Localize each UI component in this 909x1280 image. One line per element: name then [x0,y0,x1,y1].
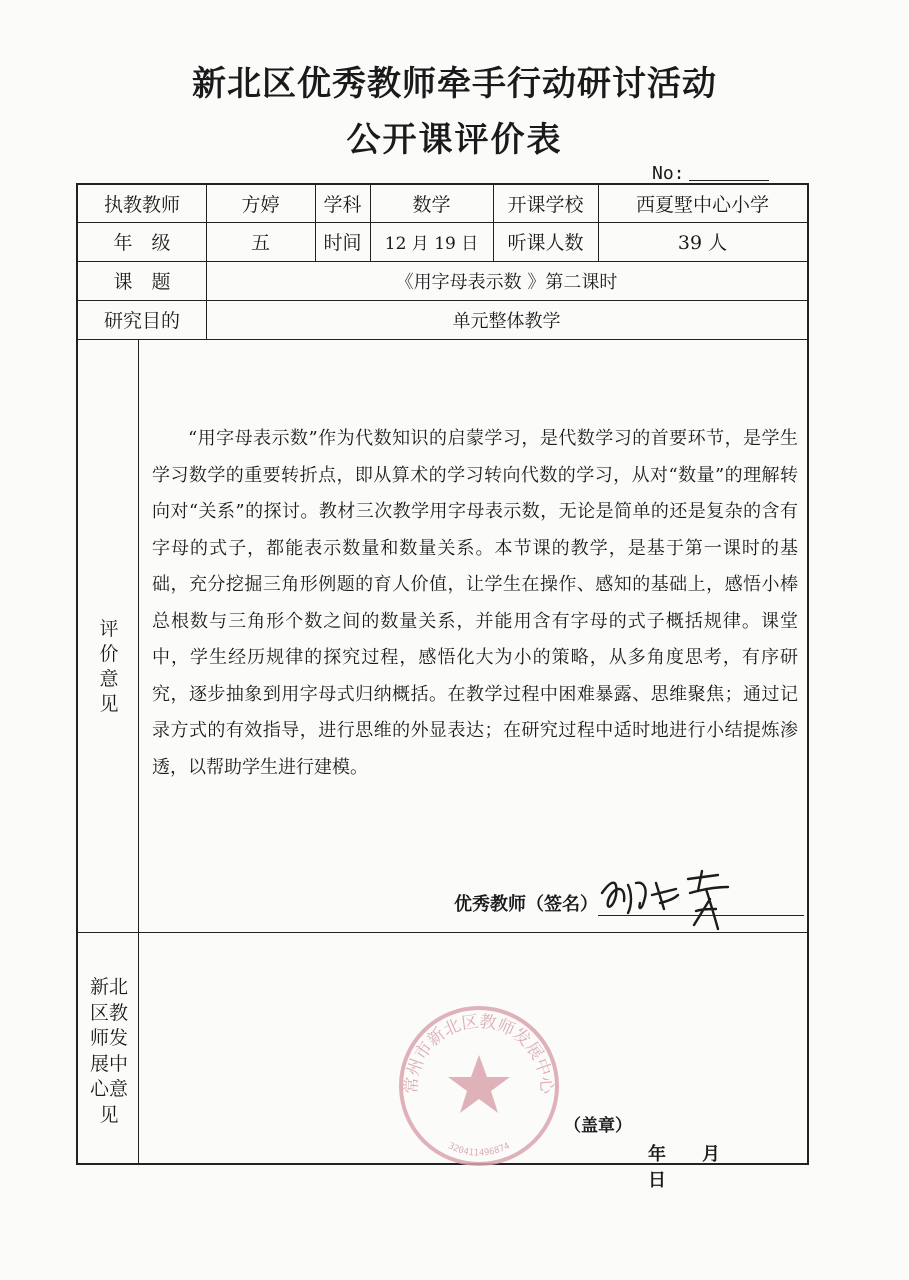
signature-label: 优秀教师（签名） [454,894,598,915]
teacher-label: 执教教师 [103,194,180,216]
signature-line [598,915,804,916]
form-title: 新北区优秀教师牵手行动研讨活动 [192,64,717,104]
grade-value: 五 [250,232,270,254]
handwritten-signature [598,865,798,959]
purpose-value: 单元整体教学 [452,310,561,332]
col-divider [138,339,139,1163]
evaluation-table [76,183,809,1191]
subject-value: 数学 [412,194,451,216]
listeners-value: 39 人 [677,232,728,254]
evaluation-label: 评价意见 [99,618,119,715]
time-value: 12 月 19 日 [384,234,479,254]
listeners-label: 听课人数 [507,232,584,254]
row-divider [78,339,807,340]
form-subtitle: 公开课评价表 [346,120,563,160]
topic-value: 《用字母表示数 》第二课时 [395,271,618,293]
svg-text:320411496874 [446,1141,511,1158]
official-seal [396,1003,562,1173]
topic-label: 课 题 [113,271,171,293]
serial-number-blank[interactable] [689,162,769,181]
school-label: 开课学校 [507,194,584,216]
grade-label: 年 级 [113,232,171,254]
date-day: 日 [648,1170,666,1191]
subject-label: 学科 [323,194,362,216]
center-label: 新北区教师发展中心意见 [90,976,129,1126]
purpose-label: 研究目的 [103,310,180,332]
date-line [648,1140,807,1192]
date-month: 月 [702,1144,720,1165]
evaluation-text [152,421,798,786]
date-year: 年 [648,1144,666,1165]
stamp-label: （盖章） [564,1116,632,1136]
evaluation-paragraph: “用字母表示数”作为代数知识的启蒙学习，是代数学习的首要环节，是学生学习数学的重要转折点，即从算术的学习转向代数的学习，从对“数量”的理解转向对“关系”的探讨。教材三次教学用字母表示数，无论是简单的还是复杂的含有字母的式子，都能表示数量和数量关系。本节课的教学，是基于第一课时的基础，充分挖掘三角形例题的育人价值，让学生在操作、感知的基础上，感悟小棒总根数与三角形个数之间的数量关系，并能用含有字母的式子概括规律。课堂中，学生经历规律的探究过程，感悟化大为小的策略，从多角度思考，有序研究，逐步抽象到用字母式归纳概括。在教学过程中困难暴露、思维聚焦；通过记录方式的有效指导，进行思维的外显表达；在研究过程中适时地进行小结提炼渗透，以帮助学生进行建模。 [152,428,798,778]
seal-text: 常州市新北区教师发展中心 [401,1011,557,1095]
serial-number-label: No: [652,163,685,184]
serial-number [652,162,769,184]
seal-number: 320411496874 [446,1141,512,1159]
school-value: 西夏墅中心小学 [635,194,769,216]
teacher-value: 方婷 [241,194,280,216]
time-label: 时间 [323,232,362,254]
